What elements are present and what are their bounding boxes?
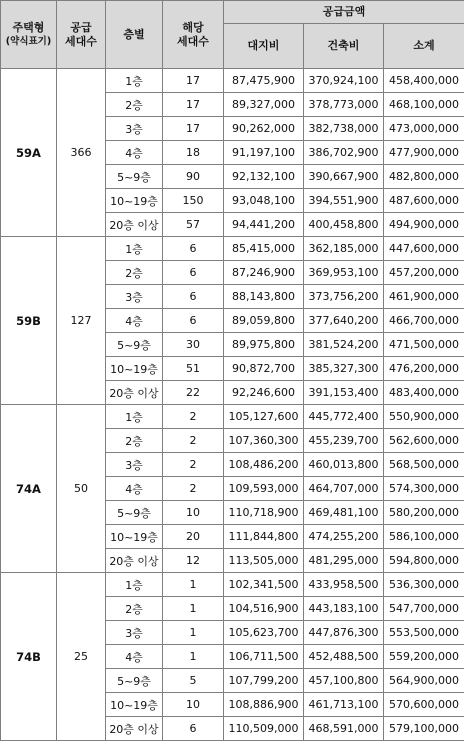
land-cost-cell: 106,711,500 [224,645,304,669]
header-housing-type [1,1,57,69]
floor-units-cell: 2 [163,477,224,501]
header-floor-units-sub: 세대수 [177,34,209,48]
land-cost-cell: 111,844,800 [224,525,304,549]
building-cost-cell: 394,551,900 [304,189,384,213]
floor-cell: 1층 [106,69,163,93]
total-cost-cell: 574,300,000 [384,477,464,501]
land-cost-cell: 94,441,200 [224,213,304,237]
building-cost-cell: 469,481,100 [304,501,384,525]
land-cost-cell: 108,486,200 [224,453,304,477]
total-cost-cell: 536,300,000 [384,573,464,597]
land-cost-cell: 85,415,000 [224,237,304,261]
total-cost-cell: 562,600,000 [384,429,464,453]
total-cost-cell: 477,900,000 [384,141,464,165]
land-cost-cell: 109,593,000 [224,477,304,501]
building-cost-cell: 400,458,800 [304,213,384,237]
floor-units-cell: 10 [163,693,224,717]
building-cost-cell: 370,924,100 [304,69,384,93]
table-row [1,237,464,261]
floor-units-cell: 10 [163,501,224,525]
building-cost-cell: 461,713,100 [304,693,384,717]
header-supply-units [57,1,106,69]
building-cost-cell: 381,524,200 [304,333,384,357]
floor-units-cell: 22 [163,381,224,405]
building-cost-cell: 382,738,000 [304,117,384,141]
total-cost-cell: 553,500,000 [384,621,464,645]
land-cost-cell: 107,360,300 [224,429,304,453]
floor-cell: 1층 [106,405,163,429]
total-cost-cell: 483,400,000 [384,381,464,405]
floor-cell: 3층 [106,285,163,309]
building-cost-cell: 445,772,400 [304,405,384,429]
header-floor-units-label: 해당 [182,20,204,34]
building-cost-cell: 362,185,000 [304,237,384,261]
total-cost-cell: 476,200,000 [384,357,464,381]
land-cost-cell: 90,262,000 [224,117,304,141]
floor-units-cell: 57 [163,213,224,237]
land-cost-cell: 105,127,600 [224,405,304,429]
floor-cell: 20층 이상 [106,381,163,405]
floor-units-cell: 17 [163,69,224,93]
building-cost-cell: 481,295,000 [304,549,384,573]
floor-cell: 2층 [106,93,163,117]
land-cost-cell: 89,059,800 [224,309,304,333]
building-cost-cell: 433,958,500 [304,573,384,597]
total-cost-cell: 570,600,000 [384,693,464,717]
total-cost-cell: 473,000,000 [384,117,464,141]
land-cost-cell: 113,505,000 [224,549,304,573]
housing-type-cell: 59B [1,237,57,405]
land-cost-cell: 90,872,700 [224,357,304,381]
floor-units-cell: 18 [163,141,224,165]
floor-cell: 4층 [106,645,163,669]
land-cost-cell: 105,623,700 [224,621,304,645]
total-cost-cell: 466,700,000 [384,309,464,333]
floor-cell: 5~9층 [106,165,163,189]
table-header [1,1,464,69]
land-cost-cell: 110,718,900 [224,501,304,525]
building-cost-cell: 385,327,300 [304,357,384,381]
building-cost-cell: 391,153,400 [304,381,384,405]
housing-type-cell: 74A [1,405,57,573]
land-cost-cell: 89,327,000 [224,93,304,117]
floor-cell: 20층 이상 [106,717,163,741]
table-body [1,69,464,741]
floor-cell: 20층 이상 [106,213,163,237]
building-cost-cell: 378,773,000 [304,93,384,117]
floor-cell: 10~19층 [106,693,163,717]
building-cost-cell: 460,013,800 [304,453,384,477]
total-cost-cell: 494,900,000 [384,213,464,237]
total-cost-cell: 547,700,000 [384,597,464,621]
table-row [1,69,464,93]
table-row [1,573,464,597]
floor-units-cell: 17 [163,117,224,141]
total-cost-cell: 447,600,000 [384,237,464,261]
floor-units-cell: 6 [163,261,224,285]
building-cost-cell: 474,255,200 [304,525,384,549]
floor-units-cell: 150 [163,189,224,213]
floor-cell: 4층 [106,309,163,333]
supply-units-cell: 127 [57,237,106,405]
land-cost-cell: 87,246,900 [224,261,304,285]
header-housing-type-label: 주택형 [12,20,45,34]
floor-cell: 5~9층 [106,501,163,525]
header-housing-type-sub: (약식표기) [5,35,52,47]
land-cost-cell: 102,341,500 [224,573,304,597]
building-cost-cell: 464,707,000 [304,477,384,501]
header-total: 소계 [384,24,464,69]
floor-units-cell: 20 [163,525,224,549]
header-price-group: 공급금액 [224,1,464,24]
supply-units-cell: 25 [57,573,106,741]
total-cost-cell: 487,600,000 [384,189,464,213]
floor-cell: 10~19층 [106,525,163,549]
header-supply-units-sub: 세대수 [65,34,97,48]
floor-units-cell: 1 [163,645,224,669]
building-cost-cell: 455,239,700 [304,429,384,453]
land-cost-cell: 107,799,200 [224,669,304,693]
total-cost-cell: 580,200,000 [384,501,464,525]
floor-cell: 5~9층 [106,669,163,693]
floor-units-cell: 6 [163,717,224,741]
building-cost-cell: 443,183,100 [304,597,384,621]
land-cost-cell: 110,509,000 [224,717,304,741]
floor-units-cell: 1 [163,597,224,621]
floor-cell: 10~19층 [106,357,163,381]
floor-cell: 20층 이상 [106,549,163,573]
total-cost-cell: 559,200,000 [384,645,464,669]
floor-units-cell: 17 [163,93,224,117]
floor-units-cell: 2 [163,429,224,453]
header-floor [106,1,163,69]
total-cost-cell: 586,100,000 [384,525,464,549]
land-cost-cell: 91,197,100 [224,141,304,165]
header-supply-units-label: 공급 [70,20,92,34]
floor-units-cell: 6 [163,237,224,261]
floor-cell: 3층 [106,453,163,477]
housing-type-cell: 59A [1,69,57,237]
floor-units-cell: 30 [163,333,224,357]
total-cost-cell: 468,100,000 [384,93,464,117]
land-cost-cell: 104,516,900 [224,597,304,621]
building-cost-cell: 452,488,500 [304,645,384,669]
building-cost-cell: 369,953,100 [304,261,384,285]
total-cost-cell: 458,400,000 [384,69,464,93]
floor-units-cell: 1 [163,573,224,597]
header-floor-units [163,1,224,69]
total-cost-cell: 461,900,000 [384,285,464,309]
land-cost-cell: 87,475,900 [224,69,304,93]
floor-units-cell: 90 [163,165,224,189]
floor-cell: 1층 [106,573,163,597]
total-cost-cell: 482,800,000 [384,165,464,189]
floor-cell: 2층 [106,261,163,285]
total-cost-cell: 568,500,000 [384,453,464,477]
floor-units-cell: 2 [163,405,224,429]
floor-cell: 10~19층 [106,189,163,213]
floor-cell: 1층 [106,237,163,261]
floor-units-cell: 6 [163,285,224,309]
supply-units-cell: 50 [57,405,106,573]
header-building-cost: 건축비 [304,24,384,69]
building-cost-cell: 377,640,200 [304,309,384,333]
building-cost-cell: 447,876,300 [304,621,384,645]
floor-units-cell: 6 [163,309,224,333]
building-cost-cell: 457,100,800 [304,669,384,693]
floor-cell: 2층 [106,429,163,453]
land-cost-cell: 92,132,100 [224,165,304,189]
floor-units-cell: 2 [163,453,224,477]
floor-cell: 2층 [106,597,163,621]
supply-units-cell: 366 [57,69,106,237]
land-cost-cell: 93,048,100 [224,189,304,213]
total-cost-cell: 550,900,000 [384,405,464,429]
total-cost-cell: 579,100,000 [384,717,464,741]
land-cost-cell: 92,246,600 [224,381,304,405]
floor-units-cell: 12 [163,549,224,573]
floor-cell: 3층 [106,621,163,645]
floor-units-cell: 51 [163,357,224,381]
total-cost-cell: 471,500,000 [384,333,464,357]
floor-units-cell: 1 [163,621,224,645]
land-cost-cell: 89,975,800 [224,333,304,357]
floor-units-cell: 5 [163,669,224,693]
table-row [1,405,464,429]
total-cost-cell: 457,200,000 [384,261,464,285]
housing-type-cell: 74B [1,573,57,741]
floor-cell: 4층 [106,141,163,165]
land-cost-cell: 108,886,900 [224,693,304,717]
building-cost-cell: 468,591,000 [304,717,384,741]
header-floor-label: 층별 [123,27,145,41]
floor-cell: 3층 [106,117,163,141]
floor-cell: 4층 [106,477,163,501]
header-land-cost: 대지비 [224,24,304,69]
land-cost-cell: 88,143,800 [224,285,304,309]
building-cost-cell: 386,702,900 [304,141,384,165]
total-cost-cell: 594,800,000 [384,549,464,573]
building-cost-cell: 373,756,200 [304,285,384,309]
building-cost-cell: 390,667,900 [304,165,384,189]
total-cost-cell: 564,900,000 [384,669,464,693]
floor-cell: 5~9층 [106,333,163,357]
